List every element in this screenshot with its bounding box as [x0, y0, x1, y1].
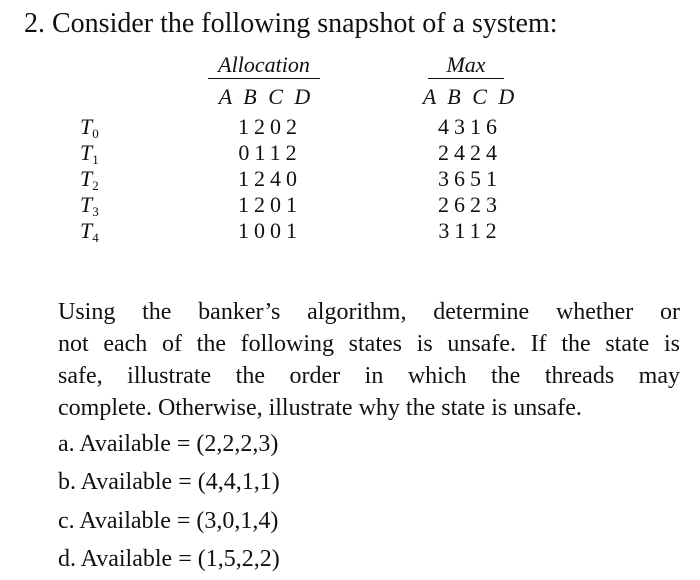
thread-label: $T_0$ [80, 114, 99, 141]
allocation-header: Allocation [208, 52, 320, 79]
max-row: 3112 [438, 218, 502, 243]
max-row: 2623 [438, 192, 502, 217]
instructions-paragraph [58, 296, 680, 424]
option-b: b. Available = (4,4,1,1) [58, 469, 280, 495]
allocation-row: 1240 [238, 166, 302, 191]
allocation-row: 0112 [238, 140, 302, 165]
allocation-column-letters: A B C D [218, 84, 314, 109]
option-c: c. Available = (3,0,1,4) [58, 508, 279, 534]
thread-label: $T_2$ [80, 166, 99, 193]
thread-label: $T_4$ [80, 218, 99, 245]
max-row: 3651 [438, 166, 502, 191]
allocation-row: 1201 [238, 192, 302, 217]
max-column-letters: A B C D [422, 84, 518, 109]
allocation-row: 1202 [238, 114, 302, 139]
instructions-line: Using the banker’s algorithm, determine whether or [58, 299, 680, 325]
thread-label: $T_3$ [80, 192, 99, 219]
thread-label: $T_1$ [80, 140, 99, 167]
max-row: 4316 [438, 114, 502, 139]
instructions-line: safe, illustrate the order in which the threads may [58, 363, 680, 389]
thread-labels [80, 114, 99, 244]
allocation-row: 1001 [238, 218, 302, 243]
max-header: Max [428, 52, 504, 79]
instructions-line: not each of the following states is unsafe. If the state is [58, 331, 680, 357]
allocation-values [222, 114, 318, 244]
max-row: 2424 [438, 140, 502, 165]
max-values [422, 114, 518, 244]
instructions-line: complete. Otherwise, illustrate why the state is unsafe. [58, 395, 582, 421]
question-title: 2. Consider the following snapshot of a system: [24, 8, 558, 39]
option-a: a. Available = (2,2,2,3) [58, 431, 279, 457]
option-d: d. Available = (1,5,2,2) [58, 546, 280, 572]
